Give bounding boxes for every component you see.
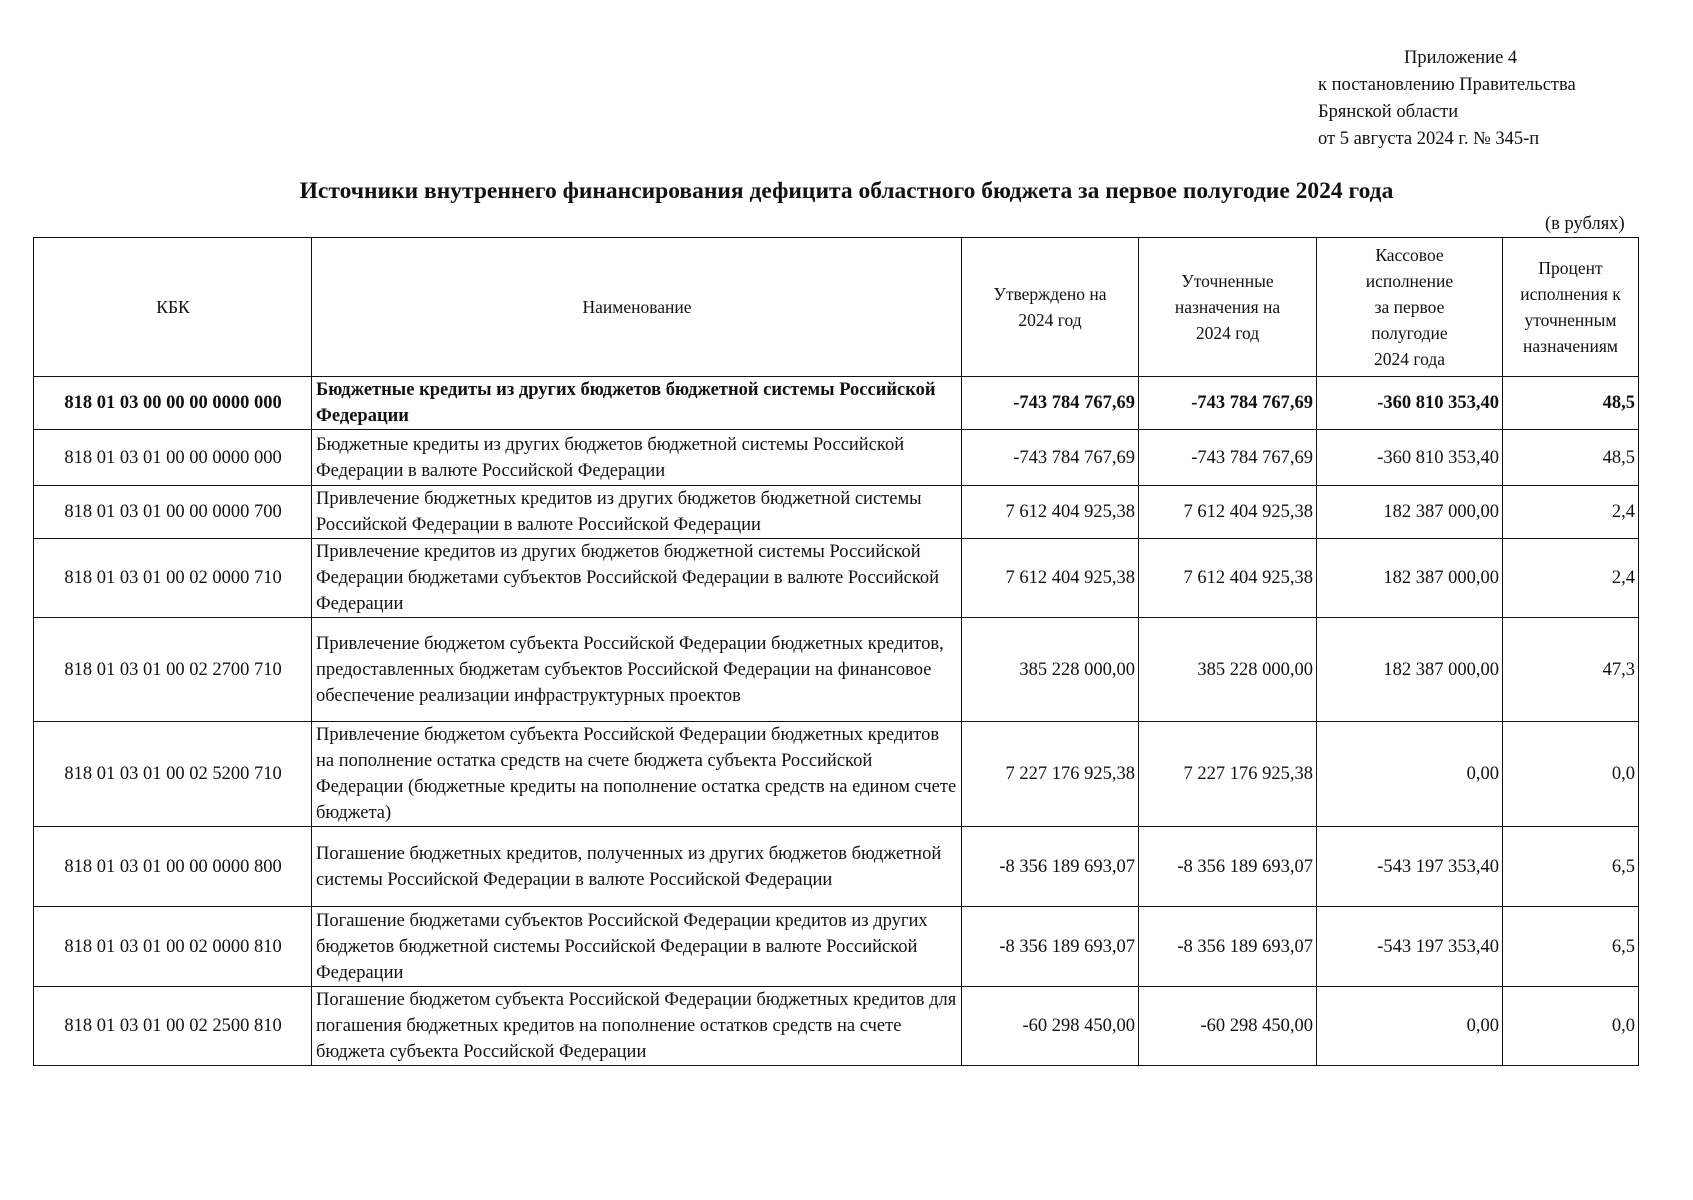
table-row bbox=[34, 722, 1639, 827]
row-percent: 48,5 bbox=[1503, 430, 1639, 486]
row-refined: -743 784 767,69 bbox=[1139, 430, 1317, 486]
table-row bbox=[34, 618, 1639, 722]
header-refined: Уточненные назначения на 2024 год bbox=[1139, 238, 1317, 377]
appendix-line: от 5 августа 2024 г. № 345-п bbox=[1318, 129, 1540, 149]
row-name: Погашение бюджетных кредитов, полученных из других бюджетов бюджетной системы Российской Федерации в валюте Российской Федерации bbox=[312, 827, 962, 907]
row-kbk: 818 01 03 01 00 02 0000 810 bbox=[34, 907, 312, 987]
row-approved: -743 784 767,69 bbox=[962, 430, 1139, 486]
row-name: Привлечение кредитов из других бюджетов бюджетной системы Российской Федерации бюджетами субъектов Российской Федерации в валюте Российской Федерации bbox=[312, 539, 962, 618]
row-executed: 182 387 000,00 bbox=[1317, 539, 1503, 618]
row-name: Привлечение бюджетом субъекта Российской Федерации бюджетных кредитов на пополнение остатка средств на счете бюджета субъекта Российской Федерации (бюджетные кредиты на пополнение остатка средств на едином счете бюджета) bbox=[312, 722, 962, 827]
row-percent: 48,5 bbox=[1503, 377, 1639, 430]
row-refined: -743 784 767,69 bbox=[1139, 377, 1317, 430]
row-executed: -543 197 353,40 bbox=[1317, 827, 1503, 907]
appendix-line: Приложение 4 bbox=[1404, 48, 1518, 68]
row-kbk: 818 01 03 00 00 00 0000 000 bbox=[34, 377, 312, 430]
appendix-block bbox=[1318, 45, 1576, 153]
row-refined: 385 228 000,00 bbox=[1139, 618, 1317, 722]
table-row bbox=[34, 827, 1639, 907]
row-refined: 7 612 404 925,38 bbox=[1139, 539, 1317, 618]
financing-table bbox=[33, 237, 1639, 1066]
row-approved: -8 356 189 693,07 bbox=[962, 907, 1139, 987]
table-row bbox=[34, 907, 1639, 987]
row-approved: -743 784 767,69 bbox=[962, 377, 1139, 430]
row-approved: 7 612 404 925,38 bbox=[962, 539, 1139, 618]
row-kbk: 818 01 03 01 00 00 0000 800 bbox=[34, 827, 312, 907]
row-executed: 0,00 bbox=[1317, 722, 1503, 827]
row-name: Привлечение бюджетных кредитов из других бюджетов бюджетной системы Российской Федерации в валюте Российской Федерации bbox=[312, 486, 962, 539]
row-kbk: 818 01 03 01 00 00 0000 700 bbox=[34, 486, 312, 539]
row-percent: 0,0 bbox=[1503, 987, 1639, 1066]
row-refined: -8 356 189 693,07 bbox=[1139, 827, 1317, 907]
row-percent: 6,5 bbox=[1503, 827, 1639, 907]
header-kbk: КБК bbox=[34, 238, 312, 377]
row-percent: 6,5 bbox=[1503, 907, 1639, 987]
header-name: Наименование bbox=[312, 238, 962, 377]
row-refined: -60 298 450,00 bbox=[1139, 987, 1317, 1066]
row-executed: -543 197 353,40 bbox=[1317, 907, 1503, 987]
row-percent: 0,0 bbox=[1503, 722, 1639, 827]
row-approved: 385 228 000,00 bbox=[962, 618, 1139, 722]
row-name: Погашение бюджетом субъекта Российской Федерации бюджетных кредитов для погашения бюджетных кредитов на пополнение остатков средств на счете бюджета субъекта Российской Федерации bbox=[312, 987, 962, 1066]
row-executed: -360 810 353,40 bbox=[1317, 430, 1503, 486]
row-executed: 182 387 000,00 bbox=[1317, 486, 1503, 539]
row-percent: 47,3 bbox=[1503, 618, 1639, 722]
row-approved: 7 612 404 925,38 bbox=[962, 486, 1139, 539]
table-row bbox=[34, 377, 1639, 430]
row-refined: -8 356 189 693,07 bbox=[1139, 907, 1317, 987]
row-name: Бюджетные кредиты из других бюджетов бюджетной системы Российской Федерации bbox=[312, 377, 962, 430]
header-executed: Кассовое исполнение за первое полугодие 2024 года bbox=[1317, 238, 1503, 377]
row-executed: -360 810 353,40 bbox=[1317, 377, 1503, 430]
appendix-line: к постановлению Правительства bbox=[1318, 75, 1576, 95]
row-name: Бюджетные кредиты из других бюджетов бюджетной системы Российской Федерации в валюте Российской Федерации bbox=[312, 430, 962, 486]
table-header-row bbox=[34, 238, 1639, 377]
row-kbk: 818 01 03 01 00 02 5200 710 bbox=[34, 722, 312, 827]
row-approved: -60 298 450,00 bbox=[962, 987, 1139, 1066]
row-kbk: 818 01 03 01 00 00 0000 000 bbox=[34, 430, 312, 486]
table-row bbox=[34, 430, 1639, 486]
row-name: Погашение бюджетами субъектов Российской Федерации кредитов из других бюджетов бюджетной системы Российской Федерации в валюте Российской Федерации bbox=[312, 907, 962, 987]
row-refined: 7 612 404 925,38 bbox=[1139, 486, 1317, 539]
row-percent: 2,4 bbox=[1503, 539, 1639, 618]
row-approved: -8 356 189 693,07 bbox=[962, 827, 1139, 907]
row-kbk: 818 01 03 01 00 02 2700 710 bbox=[34, 618, 312, 722]
row-refined: 7 227 176 925,38 bbox=[1139, 722, 1317, 827]
table-row bbox=[34, 486, 1639, 539]
table-row bbox=[34, 539, 1639, 618]
appendix-line: Брянской области bbox=[1318, 102, 1459, 122]
row-kbk: 818 01 03 01 00 02 0000 710 bbox=[34, 539, 312, 618]
table-row bbox=[34, 987, 1639, 1066]
row-executed: 182 387 000,00 bbox=[1317, 618, 1503, 722]
row-name: Привлечение бюджетом субъекта Российской Федерации бюджетных кредитов, предоставленных бюджетам субъектов Российской Федерации на финансовое обеспечение реализации инфраструктурных проектов bbox=[312, 618, 962, 722]
header-percent: Процент исполнения к уточненным назначениям bbox=[1503, 238, 1639, 377]
row-percent: 2,4 bbox=[1503, 486, 1639, 539]
row-approved: 7 227 176 925,38 bbox=[962, 722, 1139, 827]
units-note: (в рублях) bbox=[1545, 214, 1625, 234]
row-executed: 0,00 bbox=[1317, 987, 1503, 1066]
document-title: Источники внутреннего финансирования дефицита областного бюджета за первое полугодие 2024 года bbox=[299, 178, 1394, 204]
header-approved: Утверждено на 2024 год bbox=[962, 238, 1139, 377]
row-kbk: 818 01 03 01 00 02 2500 810 bbox=[34, 987, 312, 1066]
